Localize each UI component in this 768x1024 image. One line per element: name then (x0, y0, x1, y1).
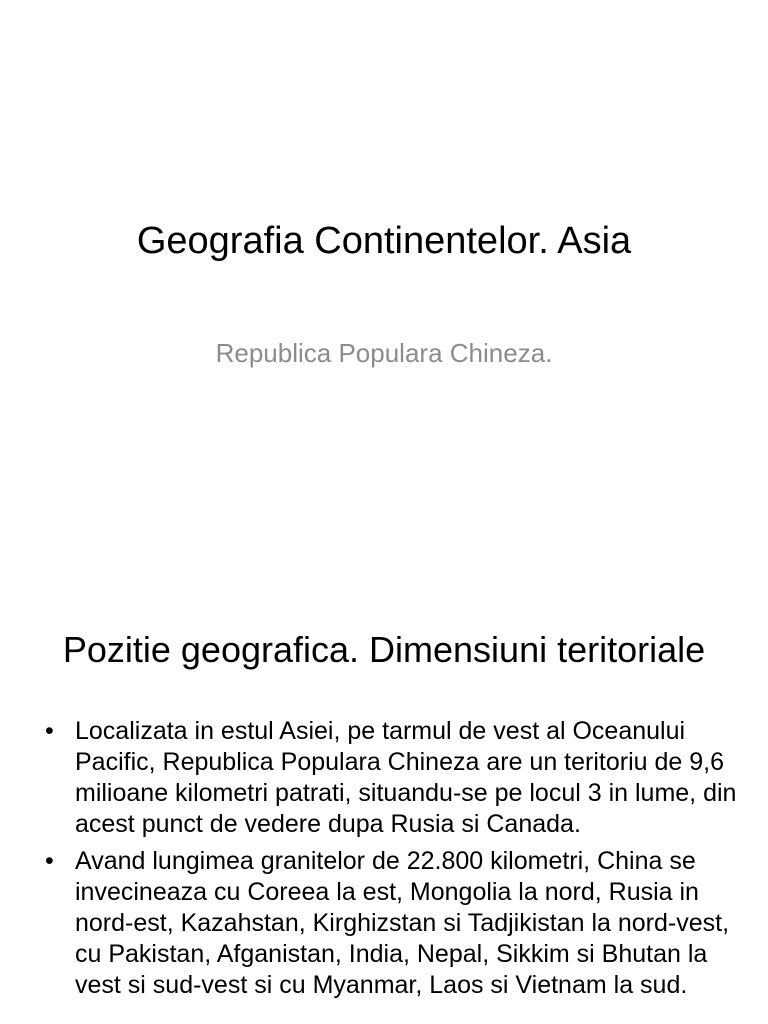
bullet-icon: • (45, 717, 54, 745)
slide-subtitle: Republica Populara Chineza. (215, 338, 553, 368)
bullet-text: Localizata in estul Asiei, pe tarmul de vest al Oceanului Pacific, Republica Populara Chineza are un teritoriu de 9,6 milioane kilometri patrati, situandu-se pe locul 3 in lume, din acest punct de vedere dupa Rusia si Canada. (75, 717, 737, 838)
bullet-icon: • (45, 847, 54, 875)
bullet-list (40, 716, 740, 1007)
bullet-item (40, 846, 740, 1001)
content-slide-title: Pozitie geografica. Dimensiuni teritoriale (62, 629, 706, 670)
bullet-text: Avand lungimea granitelor de 22.800 kilometri, China se invecineaza cu Coreea la est, Mongolia la nord, Rusia in nord-est, Kazahstan, Kirghizstan si Tadjikistan la nord-vest, cu Pakistan, Afganistan, India, Nepal, Sikkim si Bhutan la vest si sud-vest si cu Myanmar, Laos si Vietnam la sud. (75, 847, 730, 999)
content-slide (0, 576, 768, 1024)
bullet-item (40, 716, 740, 840)
slide-title: Geografia Continentelor. Asia (136, 220, 632, 262)
